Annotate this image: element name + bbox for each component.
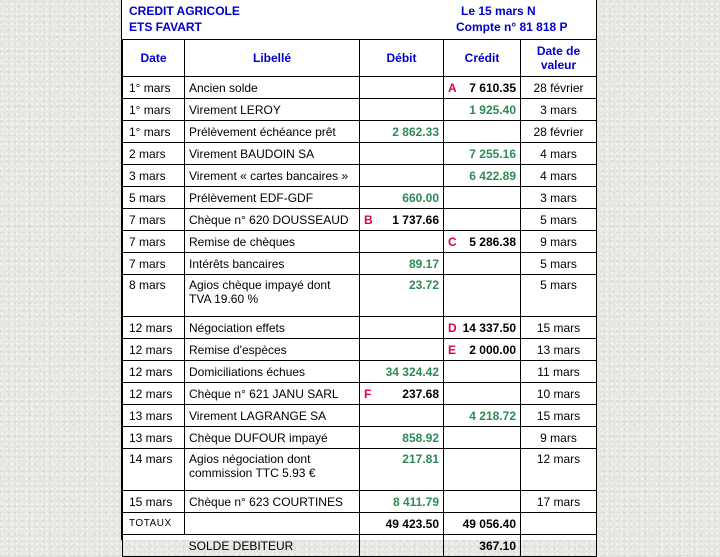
row-credit xyxy=(444,383,521,405)
row-date: 13 mars xyxy=(123,405,185,427)
row-credit xyxy=(444,209,521,231)
row-debit xyxy=(360,231,444,253)
table-row xyxy=(123,317,597,339)
row-label: Ancien solde xyxy=(185,77,360,99)
row-credit xyxy=(444,339,521,361)
amount: 4 218.72 xyxy=(469,408,516,423)
amount: 217.81 xyxy=(402,452,439,466)
bank-statement xyxy=(121,0,597,553)
row-date: 12 mars xyxy=(123,361,185,383)
row-value-date: 4 mars xyxy=(521,143,597,165)
table-row xyxy=(123,77,597,99)
row-value-date: 15 mars xyxy=(521,317,597,339)
row-label: Chèque DUFOUR impayé xyxy=(185,427,360,449)
row-date: 7 mars xyxy=(123,209,185,231)
row-debit xyxy=(360,253,444,275)
row-value-date: 9 mars xyxy=(521,231,597,253)
table-row xyxy=(123,405,597,427)
row-value-date: 11 mars xyxy=(521,361,597,383)
reference-mark: C xyxy=(448,234,457,249)
row-label: Intérêts bancaires xyxy=(185,253,360,275)
row-date: 3 mars xyxy=(123,165,185,187)
table-row xyxy=(123,187,597,209)
row-debit xyxy=(360,361,444,383)
row-date: 1° mars xyxy=(123,99,185,121)
row-debit xyxy=(360,317,444,339)
row-value-date: 5 mars xyxy=(521,275,597,317)
row-debit xyxy=(360,209,444,231)
row-label: Prélèvement EDF-GDF xyxy=(185,187,360,209)
amount: 6 422.89 xyxy=(469,168,516,183)
row-value-date: 4 mars xyxy=(521,165,597,187)
row-label: Domiciliations échues xyxy=(185,361,360,383)
row-value-date: 12 mars xyxy=(521,449,597,491)
row-debit xyxy=(360,121,444,143)
row-date: 15 mars xyxy=(123,491,185,513)
row-value-date: 5 mars xyxy=(521,209,597,231)
row-value-date: 17 mars xyxy=(521,491,597,513)
table-row xyxy=(123,383,597,405)
amount: 89.17 xyxy=(408,256,439,271)
table-row xyxy=(123,143,597,165)
row-label: Prélèvement échéance prêt xyxy=(185,121,360,143)
table-row xyxy=(123,339,597,361)
totals-label: TOTAUX xyxy=(123,513,185,535)
row-date: 1° mars xyxy=(123,77,185,99)
row-credit xyxy=(444,449,521,491)
row-debit xyxy=(360,275,444,317)
amount: 2 862.33 xyxy=(392,124,439,139)
amount: 858.92 xyxy=(402,430,439,445)
totals-credit: 49 056.40 xyxy=(444,513,521,535)
row-value-date: 3 mars xyxy=(521,187,597,209)
row-debit xyxy=(360,427,444,449)
account-number: Compte n° 81 818 P xyxy=(456,20,568,34)
table-row xyxy=(123,209,597,231)
row-label: Virement BAUDOIN SA xyxy=(185,143,360,165)
row-date: 12 mars xyxy=(123,317,185,339)
table-row xyxy=(123,121,597,143)
amount: 7 255.16 xyxy=(469,146,516,161)
row-label: Chèque n° 620 DOUSSEAUD xyxy=(185,209,360,231)
company-name: ETS FAVART xyxy=(129,20,202,34)
row-debit xyxy=(360,77,444,99)
amount: 8 411.79 xyxy=(392,494,439,509)
row-credit xyxy=(444,143,521,165)
row-label: Négociation effets xyxy=(185,317,360,339)
row-credit xyxy=(444,99,521,121)
amount: 14 337.50 xyxy=(462,320,516,335)
row-label: Chèque n° 621 JANU SARL xyxy=(185,383,360,405)
row-debit xyxy=(360,405,444,427)
row-credit xyxy=(444,187,521,209)
col-debit: Débit xyxy=(360,40,444,77)
row-credit xyxy=(444,253,521,275)
totals-row xyxy=(123,513,597,535)
row-value-date: 9 mars xyxy=(521,427,597,449)
reference-mark: D xyxy=(448,320,457,335)
balance-label: SOLDE DEBITEUR xyxy=(123,535,360,557)
row-debit xyxy=(360,383,444,405)
table-row xyxy=(123,361,597,383)
row-credit xyxy=(444,361,521,383)
row-date: 8 mars xyxy=(123,275,185,317)
bank-name: CREDIT AGRICOLE xyxy=(129,4,240,18)
row-value-date: 28 février xyxy=(521,77,597,99)
table-header-row xyxy=(123,40,597,77)
reference-mark: B xyxy=(364,212,373,227)
row-debit xyxy=(360,99,444,121)
totals-debit: 49 423.50 xyxy=(360,513,444,535)
row-date: 5 mars xyxy=(123,187,185,209)
row-credit xyxy=(444,427,521,449)
row-debit xyxy=(360,165,444,187)
row-date: 12 mars xyxy=(123,339,185,361)
statement-date: Le 15 mars N xyxy=(461,4,536,18)
reference-mark: F xyxy=(364,386,372,401)
row-value-date: 5 mars xyxy=(521,253,597,275)
col-value-date: Date de valeur xyxy=(521,40,597,77)
amount: 7 610.35 xyxy=(469,80,516,95)
amount: 23.72 xyxy=(408,278,439,292)
row-date: 14 mars xyxy=(123,449,185,491)
row-label: Virement LEROY xyxy=(185,99,360,121)
col-credit: Crédit xyxy=(444,40,521,77)
balance-row xyxy=(123,535,597,557)
row-debit xyxy=(360,143,444,165)
row-label: Remise d'espèces xyxy=(185,339,360,361)
row-debit xyxy=(360,339,444,361)
row-credit xyxy=(444,165,521,187)
row-credit xyxy=(444,121,521,143)
row-date: 12 mars xyxy=(123,383,185,405)
row-credit xyxy=(444,491,521,513)
amount: 660.00 xyxy=(402,190,439,205)
row-debit xyxy=(360,491,444,513)
table-row xyxy=(123,165,597,187)
row-date: 13 mars xyxy=(123,427,185,449)
reference-mark: E xyxy=(448,342,457,357)
row-credit xyxy=(444,405,521,427)
amount: 237.68 xyxy=(402,386,439,401)
row-date: 7 mars xyxy=(123,253,185,275)
reference-mark: A xyxy=(448,80,457,95)
row-label: Agios chèque impayé dont TVA 19.60 % xyxy=(185,275,360,317)
table-row xyxy=(123,231,597,253)
balance-value: 367.10 xyxy=(444,535,521,557)
row-label: Agios négociation dont commission TTC 5.93 € xyxy=(185,449,360,491)
row-label: Remise de chèques xyxy=(185,231,360,253)
row-value-date: 15 mars xyxy=(521,405,597,427)
col-label: Libellé xyxy=(185,40,360,77)
col-date: Date xyxy=(123,40,185,77)
table-row xyxy=(123,427,597,449)
row-label: Virement LAGRANGE SA xyxy=(185,405,360,427)
row-credit xyxy=(444,77,521,99)
amount: 34 324.42 xyxy=(385,364,439,379)
row-credit xyxy=(444,317,521,339)
table-row xyxy=(123,99,597,121)
row-credit xyxy=(444,231,521,253)
row-date: 2 mars xyxy=(123,143,185,165)
row-date: 1° mars xyxy=(123,121,185,143)
amount: 1 737.66 xyxy=(392,212,439,227)
row-label: Virement « cartes bancaires » xyxy=(185,165,360,187)
row-value-date: 3 mars xyxy=(521,99,597,121)
row-date: 7 mars xyxy=(123,231,185,253)
table-row xyxy=(123,253,597,275)
table-row xyxy=(123,491,597,513)
table-row xyxy=(123,275,597,317)
statement-table xyxy=(122,39,597,557)
amount: 5 286.38 xyxy=(469,234,516,249)
row-debit xyxy=(360,187,444,209)
row-label: Chèque n° 623 COURTINES xyxy=(185,491,360,513)
row-value-date: 10 mars xyxy=(521,383,597,405)
amount: 1 925.40 xyxy=(469,102,516,117)
amount: 2 000.00 xyxy=(469,342,516,357)
table-row xyxy=(123,449,597,491)
row-credit xyxy=(444,275,521,317)
row-debit xyxy=(360,449,444,491)
row-value-date: 28 février xyxy=(521,121,597,143)
row-value-date: 13 mars xyxy=(521,339,597,361)
